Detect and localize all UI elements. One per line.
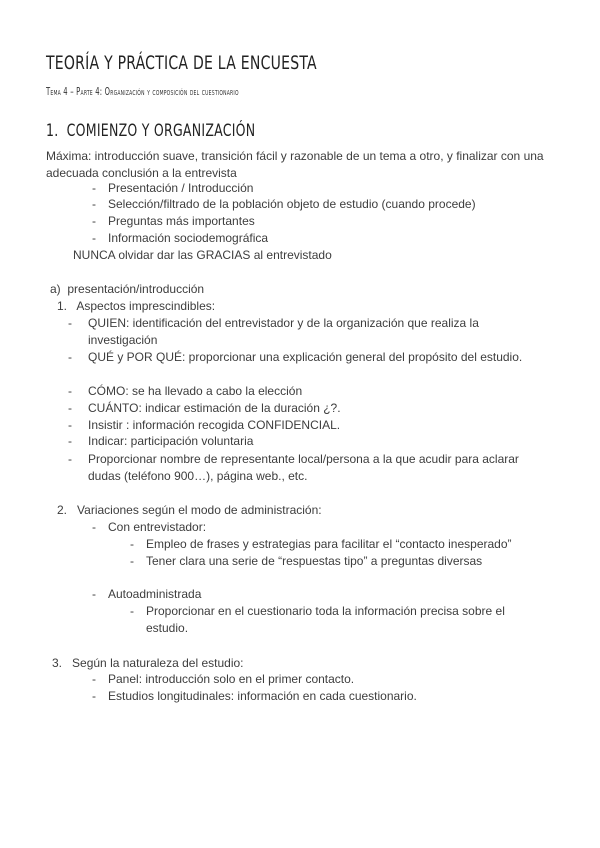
list-item: QUIEN: identificación del entrevistador y de la organización que realiza la investigación: [88, 316, 479, 347]
thanks-note: NUNCA olvidar dar las GRACIAS al entrevistado: [73, 248, 332, 262]
list-dash: -: [68, 384, 72, 398]
maxim-paragraph: Máxima: introducción suave, transición fácil y razonable de un tema a otro, y finalizar con una adecuada conclusión a la entrevista: [46, 149, 544, 180]
point-title: Aspectos imprescindibles:: [76, 299, 216, 313]
list-item: Proporcionar nombre de representante local/persona a la que acudir para aclarar dudas (teléfono 900…), página web., etc.: [88, 452, 519, 483]
list-dash: -: [68, 350, 72, 364]
list-item: Información sociodemográfica: [108, 231, 269, 245]
list-dash: -: [92, 231, 96, 245]
list-item: CÓMO: se ha llevado a cabo la elección: [88, 384, 303, 398]
list-dash: -: [68, 418, 72, 432]
list-dash: -: [92, 214, 96, 228]
list-item: Selección/filtrado de la población objeto de estudio (cuando procede): [108, 197, 476, 211]
interviewer-label: Con entrevistador:: [108, 520, 207, 534]
list-dash: -: [92, 587, 96, 601]
section-title: COMIENZO Y ORGANIZACIÓN: [66, 121, 256, 141]
list-dash: -: [92, 181, 96, 195]
list-item: Insistir : información recogida CONFIDENCIAL.: [88, 418, 341, 432]
section-heading: [46, 121, 255, 141]
list-dash: -: [92, 689, 96, 703]
part-a-title: presentación/introducción: [67, 282, 205, 296]
part-a-label: a): [50, 282, 61, 296]
point-title: Según la naturaleza del estudio:: [72, 656, 244, 670]
list-item: Estudios longitudinales: información en cada cuestionario.: [108, 689, 417, 703]
point-title: Variaciones según el modo de administración:: [77, 503, 322, 517]
point-3-heading: [52, 655, 244, 672]
list-dash: -: [130, 604, 134, 618]
point-number: 1.: [57, 299, 68, 313]
list-dash: -: [92, 197, 96, 211]
list-dash: -: [68, 434, 72, 448]
list-dash: -: [92, 672, 96, 686]
document-title: TEORÍA Y PRÁCTICA DE LA ENCUESTA: [46, 52, 317, 74]
list-item: Empleo de frases y estrategias para facilitar el “contacto inesperado”: [146, 537, 512, 551]
list-dash: -: [92, 520, 96, 534]
list-item: Tener clara una serie de “respuestas tipo” a preguntas diversas: [146, 554, 483, 568]
point-number: 2.: [57, 503, 68, 517]
document-subtitle: Tema 4 – Parte 4: Organización y composición del cuestionario: [46, 86, 239, 98]
list-dash: -: [130, 554, 134, 568]
list-item: Preguntas más importantes: [108, 214, 255, 228]
point-1-heading: [57, 298, 215, 315]
list-dash: -: [68, 401, 72, 415]
part-a-heading: [50, 281, 204, 298]
list-item: Panel: introducción solo en el primer contacto.: [108, 672, 355, 686]
list-item: Indicar: participación voluntaria: [88, 434, 254, 448]
list-dash: -: [68, 452, 72, 466]
list-dash: -: [130, 537, 134, 551]
list-item: QUÉ y POR QUÉ: proporcionar una explicación general del propósito del estudio.: [88, 350, 523, 364]
point-2-heading: [57, 502, 322, 519]
self-admin-label: Autoadministrada: [108, 587, 202, 601]
list-item: Presentación / Introducción: [108, 181, 254, 195]
section-number: 1.: [46, 121, 59, 141]
list-item: CUÁNTO: indicar estimación de la duración ¿?.: [88, 401, 341, 415]
list-item: Proporcionar en el cuestionario toda la información precisa sobre el estudio.: [146, 604, 505, 635]
point-number: 3.: [52, 656, 63, 670]
list-dash: -: [68, 316, 72, 330]
